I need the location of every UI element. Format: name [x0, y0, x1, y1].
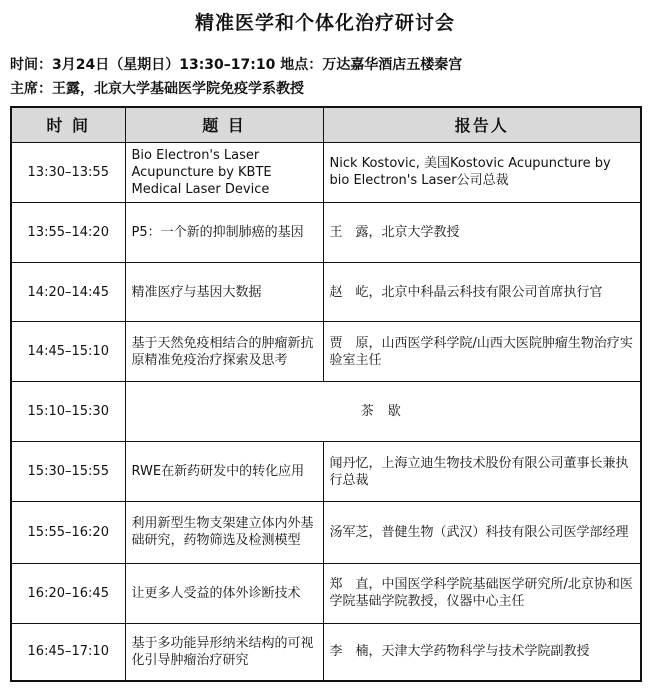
- page-title: 精准医学和个体化治疗研讨会: [194, 12, 455, 34]
- schedule-table: [10, 106, 642, 682]
- row-topic: 让更多人受益的体外诊断技术: [125, 563, 323, 623]
- row-speaker: 郑 直，中国医学科学院基础医学研究所/北京协和医学院基础学院教授，仪器中心主任: [323, 563, 641, 623]
- row-speaker: 赵 屹，北京中科晶云科技有限公司首席执行官: [323, 262, 641, 322]
- row-topic: 基于多功能异形纳米结构的可视化引导肿瘤治疗研究: [125, 623, 323, 681]
- table-row: [11, 202, 641, 262]
- row-time: 15:55–16:20: [11, 501, 125, 563]
- table-row: [11, 501, 641, 563]
- row-topic: 基于天然免疫相结合的肿瘤新抗原精准免疫治疗探索及思考: [125, 322, 323, 382]
- row-time: 15:30–15:55: [11, 442, 125, 502]
- row-time: 13:30–13:55: [11, 143, 125, 203]
- table-row: [11, 262, 641, 322]
- row-speaker: 李 楠，天津大学药物科学与技术学院副教授: [323, 623, 641, 681]
- row-speaker: 闻丹忆，上海立迪生物技术股份有限公司董事长兼执行总裁: [323, 442, 641, 502]
- row-speaker: 王 露，北京大学教授: [323, 202, 641, 262]
- row-topic: Bio Electron's Laser Acupuncture by KBTE Medical Laser Device: [125, 143, 323, 203]
- row-speaker: 汤军芝，普健生物（武汉）科技有限公司医学部经理: [323, 501, 641, 563]
- table-header-row: [11, 107, 641, 143]
- header-time: 时 间: [11, 107, 125, 143]
- header-speaker: 报告人: [323, 107, 641, 143]
- meeting-chair: 主席：王露，北京大学基础医学院免疫学系教授: [10, 81, 304, 97]
- row-topic: 利用新型生物支架建立体内外基础研究，药物筛选及检测模型: [125, 501, 323, 563]
- meeting-time-location: 时间：3月24日（星期日）13:30–17:10 地点：万达嘉华酒店五楼秦宫: [10, 57, 463, 73]
- table-row: [11, 143, 641, 203]
- row-time: 15:10–15:30: [11, 382, 125, 442]
- table-row-break: [11, 382, 641, 442]
- header-topic: 题 目: [125, 107, 323, 143]
- table-row: [11, 322, 641, 382]
- tea-break-label: 茶歇: [125, 382, 641, 442]
- row-time: 13:55–14:20: [11, 202, 125, 262]
- row-speaker: Nick Kostovic, 美国Kostovic Acupuncture by bio Electron's Laser公司总裁: [323, 143, 641, 203]
- row-time: 14:45–15:10: [11, 322, 125, 382]
- row-topic: RWE在新药研发中的转化应用: [125, 442, 323, 502]
- row-time: 14:20–14:45: [11, 262, 125, 322]
- table-row: [11, 442, 641, 502]
- row-time: 16:20–16:45: [11, 563, 125, 623]
- row-time: 16:45–17:10: [11, 623, 125, 681]
- row-topic: 精准医疗与基因大数据: [125, 262, 323, 322]
- row-topic: P5：一个新的抑制肺癌的基因: [125, 202, 323, 262]
- table-row: [11, 563, 641, 623]
- table-row: [11, 623, 641, 681]
- row-speaker: 贾 原，山西医学科学院/山西大医院肿瘤生物治疗实验室主任: [323, 322, 641, 382]
